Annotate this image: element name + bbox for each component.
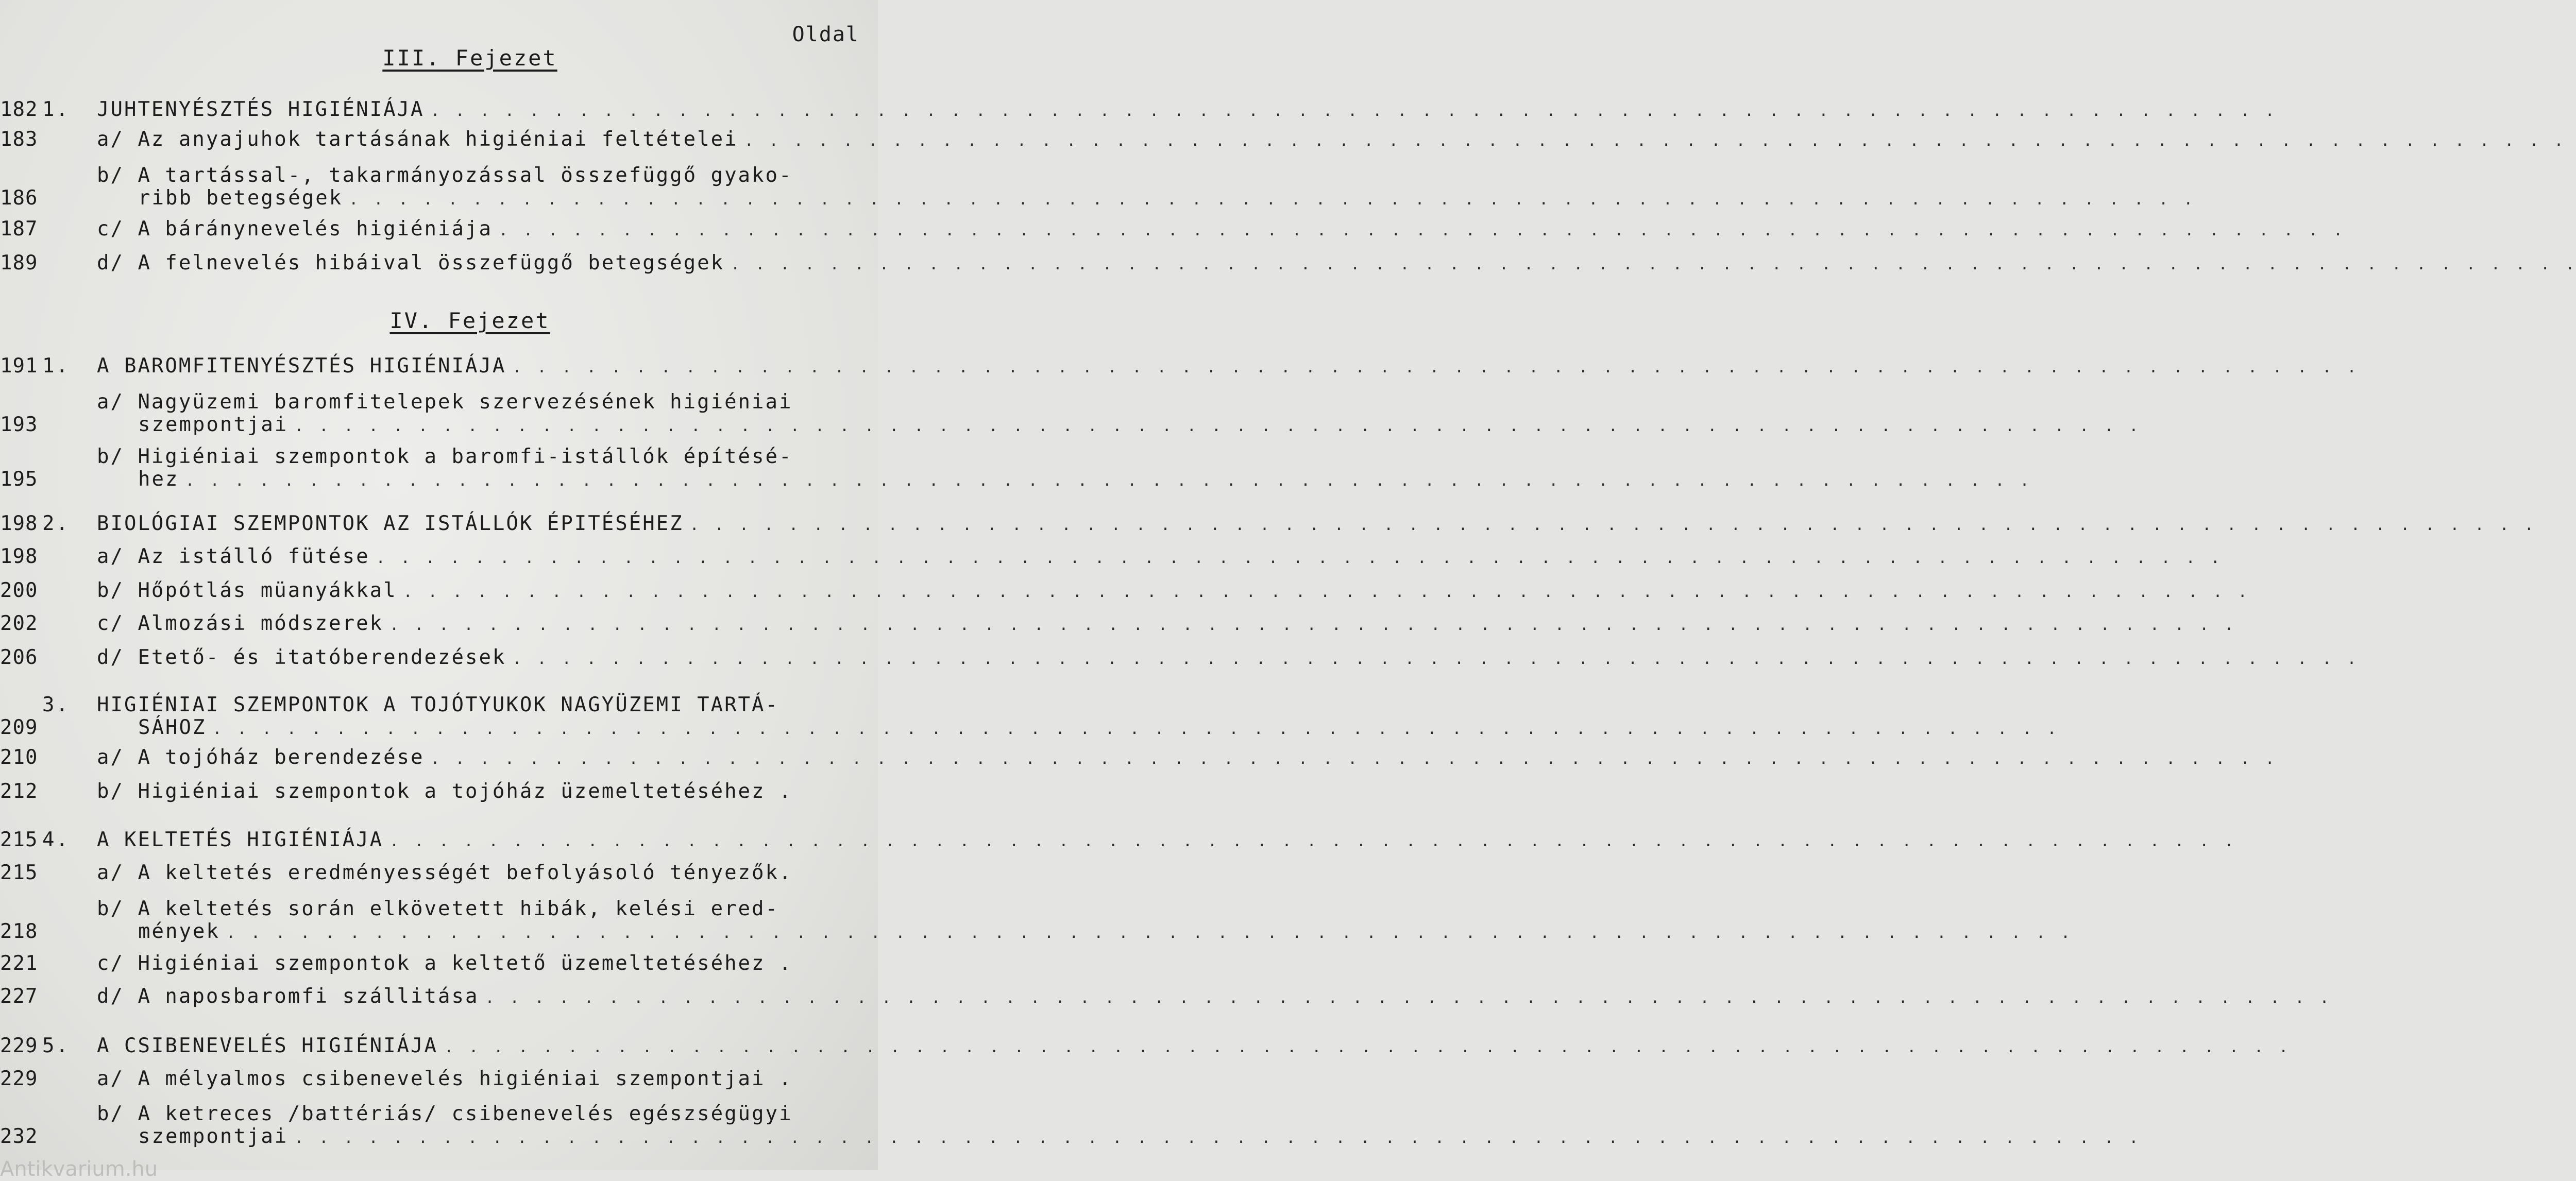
toc-entry-number: 4. xyxy=(42,828,70,851)
toc-entry-line xyxy=(97,746,801,769)
toc-entry-title: a/ Az anyajuhok tartásának higiéniai feltételei xyxy=(97,128,738,151)
toc-entry-line xyxy=(97,390,801,414)
toc-entry-line xyxy=(97,251,801,275)
toc-entry-title: b/ A ketreces /battériás/ csibenevelés egészségügyi xyxy=(97,1102,793,1125)
toc-page-number: 229 xyxy=(0,1034,38,1057)
toc-page-number: 182 xyxy=(0,98,38,121)
leader-dots xyxy=(499,221,2346,239)
toc-entry-line xyxy=(97,354,801,378)
toc-entry-title: a/ Az istálló fütése xyxy=(97,545,370,568)
toc-entry-line xyxy=(97,612,801,635)
toc-entry-line xyxy=(97,780,801,803)
toc-entry-title: b/ Higiéniai szempontok a baromfi-istállók építésé- xyxy=(97,445,793,468)
toc-page-number: 193 xyxy=(0,413,38,436)
toc-entry-title: A BAROMFITENYÉSZTÉS HIGIÉNIÁJA xyxy=(97,354,506,378)
toc-entry-title: a/ A keltetés eredményességét befolyásoló tényezők. xyxy=(97,861,793,884)
toc-page-number: 210 xyxy=(0,746,38,769)
leader-dots xyxy=(444,1038,2291,1056)
toc-page-number: 189 xyxy=(0,251,38,275)
toc-page-number: 191 xyxy=(0,354,38,378)
leader-dots xyxy=(349,191,2196,209)
toc-entry-title: d/ A naposbaromfi szállitása xyxy=(97,985,479,1008)
toc-entry-line xyxy=(97,1102,801,1125)
toc-entry-line xyxy=(97,1067,801,1090)
toc-entry-line xyxy=(97,164,801,187)
toc-page-number: 186 xyxy=(0,186,38,210)
toc-entry-title: hez xyxy=(138,468,179,491)
chapter-title-iii: III. Fejezet xyxy=(382,45,557,71)
toc-entry-line xyxy=(138,920,801,943)
toc-entry-line xyxy=(97,985,801,1008)
toc-entry-number: 1. xyxy=(42,354,70,378)
toc-entry-title: b/ Higiéniai szempontok a tojóház üzemeltetéséhez . xyxy=(97,780,793,803)
toc-page-number: 198 xyxy=(0,512,38,535)
toc-entry-line xyxy=(97,693,801,716)
leader-dots xyxy=(431,102,2278,120)
toc-entry-title: BIOLÓGIAI SZEMPONTOK AZ ISTÁLLÓK ÉPITÉSÉHEZ xyxy=(97,512,684,535)
leader-dots xyxy=(294,417,2141,435)
leader-dots xyxy=(512,650,2359,668)
watermark: Antikvarium.hu xyxy=(0,1157,158,1181)
toc-entry-title: a/ Nagyüzemi baromfitelepek szervezésének higiéniai xyxy=(97,390,793,414)
toc-entry-title: b/ A tartással-, takarmányozással összefüggő gyako- xyxy=(97,164,793,187)
toc-entry-line xyxy=(97,1034,801,1057)
toc-entry-number: 2. xyxy=(42,512,70,535)
toc-entry-line xyxy=(97,445,801,468)
toc-entry-title: HIGIÉNIAI SZEMPONTOK A TOJÓTYUKOK NAGYÜZEMI TARTÁ- xyxy=(97,693,779,716)
leader-dots xyxy=(389,832,2236,850)
leader-dots xyxy=(744,132,2576,150)
toc-entry-title: a/ A tojóház berendezése xyxy=(97,746,425,769)
leader-dots xyxy=(403,583,2250,601)
toc-entry-line xyxy=(97,128,801,151)
toc-entry-line xyxy=(97,512,801,535)
toc-entry-line xyxy=(97,897,801,920)
toc-entry-title: d/ A felnevelés hibáival összefüggő betegségek xyxy=(97,251,725,275)
toc-page-number: 206 xyxy=(0,646,38,669)
toc-page-number: 183 xyxy=(0,128,38,151)
toc-entry-line xyxy=(97,828,801,851)
toc-entry-number: 1. xyxy=(42,98,70,121)
toc-entry-line xyxy=(138,468,801,491)
toc-entry-line xyxy=(97,646,801,669)
toc-entry-title: szempontjai xyxy=(138,1125,289,1148)
toc-entry-line xyxy=(97,579,801,602)
toc-entry-number: 5. xyxy=(42,1034,70,1057)
leader-dots xyxy=(389,616,2236,634)
leader-dots xyxy=(731,255,2576,273)
toc-page-number: 212 xyxy=(0,780,38,803)
toc-page-number: 198 xyxy=(0,545,38,568)
toc-page-number: 195 xyxy=(0,468,38,491)
leader-dots xyxy=(376,549,2223,567)
toc-entry-line xyxy=(138,186,801,210)
toc-entry-line xyxy=(97,861,801,884)
toc-entry-title: ribb betegségek xyxy=(138,186,343,210)
toc-entry-line xyxy=(97,545,801,568)
toc-page-number: 200 xyxy=(0,579,38,602)
toc-entry-title: c/ Almozási módszerek xyxy=(97,612,384,635)
toc-entry-line xyxy=(97,952,801,975)
leader-dots xyxy=(294,1129,2141,1147)
leader-dots xyxy=(690,516,2537,534)
toc-page-number: 229 xyxy=(0,1067,38,1090)
leader-dots xyxy=(185,472,2032,490)
toc-page-number: 227 xyxy=(0,985,38,1008)
toc-page-number: 221 xyxy=(0,952,38,975)
toc-page-number: 218 xyxy=(0,920,38,943)
leader-dots xyxy=(512,358,2359,376)
toc-page-number: 187 xyxy=(0,217,38,241)
toc-page-number: 202 xyxy=(0,612,38,635)
toc-entry-title: d/ Etető- és itatóberendezések xyxy=(97,646,506,669)
toc-page-number: 215 xyxy=(0,861,38,884)
toc-entry-number: 3. xyxy=(42,693,70,716)
toc-entry-title: b/ Hőpótlás müanyákkal xyxy=(97,579,397,602)
leader-dots xyxy=(212,720,2059,738)
toc-entry-line xyxy=(97,217,801,241)
toc-entry-title: SÁHOZ xyxy=(138,716,207,739)
leader-dots xyxy=(226,924,2073,942)
toc-entry-title: JUHTENYÉSZTÉS HIGIÉNIÁJA xyxy=(97,98,425,121)
toc-entry-line xyxy=(97,98,801,121)
toc-page-number: 215 xyxy=(0,828,38,851)
toc-entry-title: A KELTETÉS HIGIÉNIÁJA xyxy=(97,828,384,851)
toc-entry-line xyxy=(138,716,801,739)
toc-entry-title: c/ A báránynevelés higiéniája xyxy=(97,217,493,241)
chapter-title-iv: IV. Fejezet xyxy=(389,308,550,333)
leader-dots xyxy=(431,750,2278,768)
leader-dots xyxy=(485,989,2332,1007)
toc-entry-title: mények xyxy=(138,920,220,943)
toc-entry-title: szempontjai xyxy=(138,413,289,436)
toc-entry-line xyxy=(138,413,801,436)
toc-page-number: 209 xyxy=(0,716,38,739)
toc-entry-title: a/ A mélyalmos csibenevelés higiéniai szempontjai . xyxy=(97,1067,793,1090)
document-page xyxy=(0,0,878,1181)
toc-entry-title: b/ A keltetés során elkövetett hibák, kelési ered- xyxy=(97,897,779,920)
toc-entry-line xyxy=(138,1125,801,1148)
toc-page-number: 232 xyxy=(0,1125,38,1148)
toc-entry-title: c/ Higiéniai szempontok a keltető üzemeltetéséhez . xyxy=(97,952,793,975)
toc-entry-title: A CSIBENEVELÉS HIGIÉNIÁJA xyxy=(97,1034,438,1057)
page-column-header: Oldal xyxy=(792,23,859,46)
